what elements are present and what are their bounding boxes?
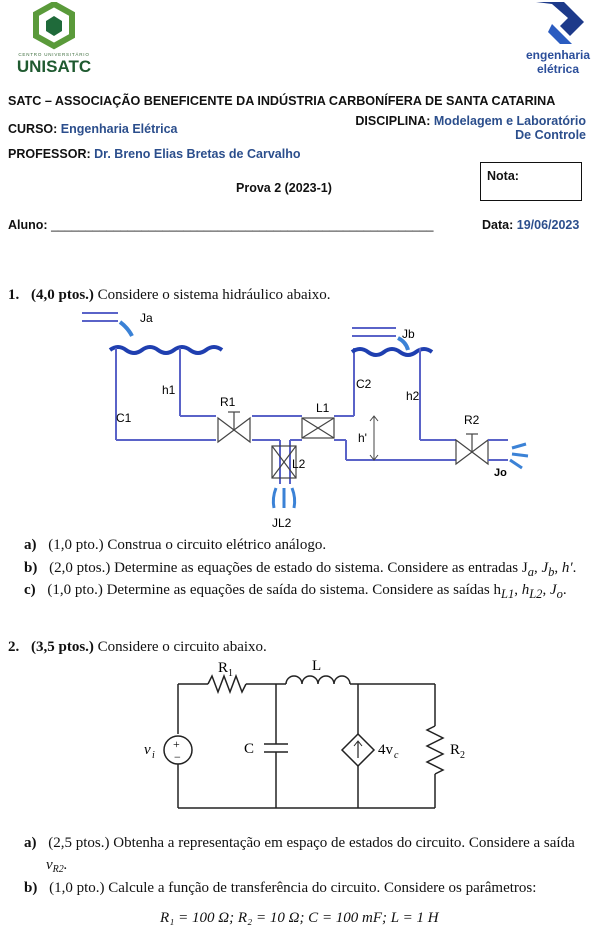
label-c2: C2: [356, 377, 372, 391]
q2-parameters: R₁ = 100 Ω; R₂ = 10 Ω; C = 100 mF; L = 1 H: [160, 910, 439, 926]
q1-points: (4,0 ptos.): [31, 287, 94, 303]
label-jb: Jb: [402, 327, 415, 341]
nota-label: Nota:: [487, 169, 519, 183]
logo-small-text: CENTRO UNIVERSITÁRIO: [18, 52, 90, 57]
curso-label: CURSO:: [8, 122, 58, 136]
disciplina-value-1: Modelagem e Laboratório: [433, 114, 586, 128]
disciplina-label: DISCIPLINA:: [355, 114, 431, 128]
resistor-r2-icon: [427, 726, 443, 774]
q2-item-b-text: (1,0 pto.) Calcule a função de transferência do circuito. Considere os parâmetros:: [49, 880, 537, 896]
resistor-r1-icon: [208, 676, 246, 692]
label-h2: h2: [406, 389, 420, 403]
q2-item-a-text: (2,5 ptos.) Obtenha a representação em espaço de estados do circuito. Considere a saída: [48, 835, 575, 851]
professor-label: PROFESSOR:: [8, 147, 91, 161]
ja-jet-icon: [120, 322, 132, 336]
svg-text:−: −: [174, 750, 181, 764]
jl2-jet-icon: [273, 488, 294, 508]
aluno-underline: _______________________________________________________: [51, 218, 434, 232]
q2-heading: [8, 639, 267, 656]
tank1-water-icon: [110, 347, 222, 353]
q2-text: Considere o circuito abaixo.: [97, 639, 267, 655]
q2-item-a-letter: a): [24, 835, 37, 851]
disciplina-line: [340, 114, 586, 142]
q1-item-c-letter: c): [24, 582, 36, 598]
label-h1: h1: [162, 383, 176, 397]
q2-points: (3,5 ptos.): [31, 639, 94, 655]
label-r1: R: [218, 660, 229, 676]
svg-text:+: +: [173, 737, 180, 751]
exam-title: Prova 2 (2023-1): [236, 181, 332, 195]
q2-item-a: [24, 835, 614, 852]
label-l1: L1: [316, 401, 330, 415]
label-hprime: h': [358, 431, 367, 445]
label-r1: R1: [220, 395, 236, 409]
curso-value: Engenharia Elétrica: [60, 122, 178, 136]
engenharia-eletrica-logo: [512, 0, 604, 80]
label-ja: Ja: [140, 311, 153, 325]
q1-item-a: [24, 537, 326, 554]
aluno-line: [8, 218, 433, 232]
jo-jet-icon: [510, 444, 528, 468]
q1-item-b-text: (2,0 ptos.) Determine as equações de estado do sistema. Considere as entradas $J_a$, $J_b$, h′.: [49, 560, 577, 579]
q1-item-c-text: (1,0 pto.) Determine as equações de saída do sistema. Considere as saídas $h_{L1}$, $h_{L2}$, $J_o$.: [47, 582, 567, 601]
q2-item-b-letter: b): [24, 880, 38, 896]
logo-line-1: engenharia: [525, 48, 591, 62]
hydraulic-system-figure: [80, 308, 536, 532]
label-vi-sub: i: [152, 750, 155, 761]
label-l2: L2: [292, 457, 306, 471]
q2-item-a-output: v: [46, 857, 53, 873]
institution-title: SATC – ASSOCIAÇÃO BENEFICENTE DA INDÚSTRIA CARBONÍFERA DE SANTA CATARINA: [8, 94, 556, 108]
q1-heading: [8, 287, 331, 304]
q1-item-b: [24, 560, 576, 580]
label-dep-source: 4v: [378, 742, 393, 758]
q1-item-a-text: (1,0 pto.) Construa o circuito elétrico análogo.: [48, 537, 327, 553]
nota-box: [480, 162, 582, 201]
q2-number: 2.: [8, 639, 20, 655]
professor-line: [8, 147, 300, 161]
unisatc-logo: [14, 2, 94, 78]
q2-item-a-continuation: $v_{R2}$.: [46, 857, 68, 875]
q1-text: Considere o sistema hidráulico abaixo.: [97, 287, 331, 303]
logo-line-2: elétrica: [536, 62, 580, 76]
label-c: C: [244, 741, 255, 757]
label-r1-sub: 1: [228, 668, 233, 679]
inductor-l-icon: [286, 676, 350, 684]
date-line: [482, 218, 579, 232]
label-dep-source-sub: c: [394, 750, 399, 761]
q1-item-a-letter: a): [24, 537, 37, 553]
q1-item-c: [24, 582, 567, 602]
unisatc-emblem-icon: [14, 2, 94, 52]
q2-item-b: [24, 880, 536, 897]
label-c1: C1: [116, 411, 132, 425]
q1-item-b-letter: b): [24, 560, 38, 576]
label-jl2: JL2: [272, 516, 292, 530]
label-r2: R: [450, 742, 461, 758]
logo-main-text: UNISATC: [16, 57, 92, 76]
professor-value: Dr. Breno Elias Bretas de Carvalho: [94, 147, 301, 161]
label-jo: Jo: [494, 467, 507, 479]
label-r2-sub: 2: [460, 750, 465, 761]
disciplina-value-2: De Controle: [515, 128, 586, 142]
rlc-circuit-figure: [130, 658, 470, 838]
label-r2: R2: [464, 413, 480, 427]
label-l: L: [312, 658, 322, 674]
aluno-label: Aluno:: [8, 218, 48, 232]
label-vi: v: [144, 742, 151, 758]
data-label: Data:: [482, 218, 514, 232]
lightning-emblem-icon: [512, 0, 604, 48]
curso-line: [8, 122, 178, 136]
data-value: 19/06/2023: [516, 218, 580, 232]
q1-number: 1.: [8, 287, 20, 303]
